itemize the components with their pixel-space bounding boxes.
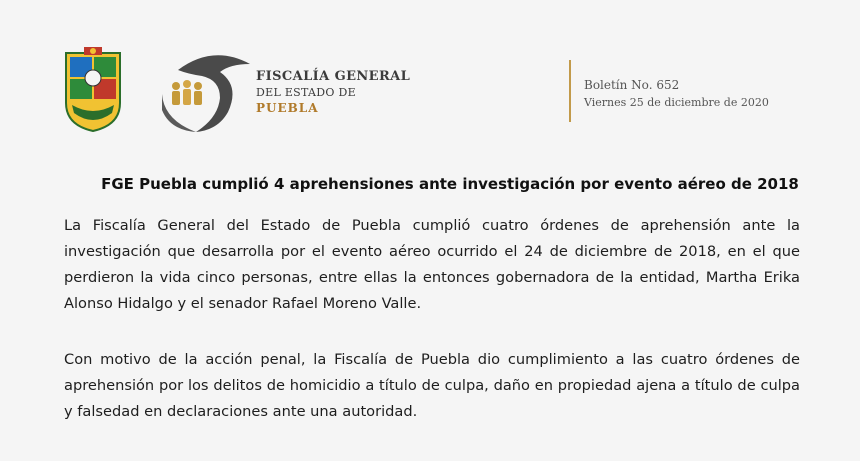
article-paragraph-2: Con motivo de la acción penal, la Fiscalía de Puebla dio cumplimiento a las cuatro órdenes de aprehensión por los delitos de homicidio a título de culpa, daño en propiedad ajena a título de culpa y falsedad en declaraciones ante una autoridad. <box>64 351 800 420</box>
puebla-coat-of-arms-icon <box>62 47 124 133</box>
bulletin-date: Viernes 25 de diciembre de 2020 <box>584 96 769 109</box>
agency-name-line2: DEL ESTADO DE <box>256 86 356 99</box>
bulletin-info <box>584 79 769 108</box>
agency-name-line3: PUEBLA <box>256 101 319 115</box>
bulletin-number: Boletín No. 652 <box>584 78 680 92</box>
article-headline: FGE Puebla cumplió 4 aprehensiones ante investigación por evento aéreo de 2018 <box>101 175 799 193</box>
agency-name-line1: FISCALÍA GENERAL <box>256 69 411 84</box>
agency-name <box>256 70 410 114</box>
article-paragraph-1: La Fiscalía General del Estado de Puebla cumplió cuatro órdenes de aprehensión ante la investigación que desarrolla por el evento aéreo ocurrido el 24 de diciembre de 2018, en el que perdieron la vida cinco personas, entre ellas la entonces gobernadora de la entidad, Martha Erika Alonso Hidalgo y el senador Rafael Moreno Valle. <box>64 217 800 312</box>
eagle-people-logo-icon <box>158 50 254 134</box>
header-divider <box>569 60 571 122</box>
